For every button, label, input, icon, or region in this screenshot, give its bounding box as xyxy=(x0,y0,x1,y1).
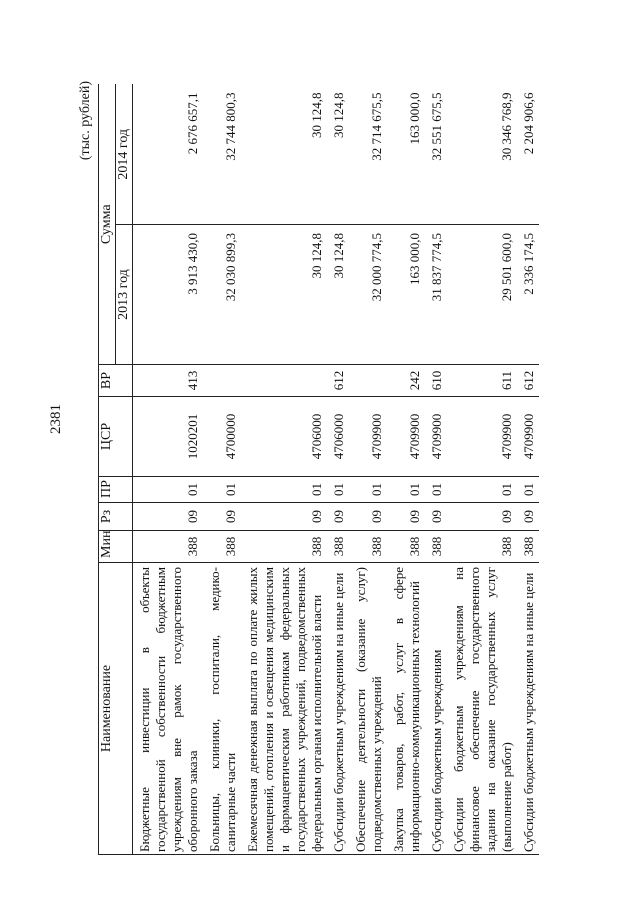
cell-name: Субсидии бюджетным учреждениям на финансовое обеспечение государственного задания на оказание государственных услуг (выполнение работ) xyxy=(447,563,517,855)
cell-pr: 01 xyxy=(447,477,517,503)
table-row xyxy=(327,85,349,855)
cell-rz: 09 xyxy=(133,503,204,531)
cell-y2013: 32 030 899,3 xyxy=(203,225,241,365)
table-row xyxy=(241,85,327,855)
header-vr: ВР xyxy=(99,365,133,397)
cell-vr xyxy=(203,365,241,397)
cell-y2014: 2 204 906,6 xyxy=(517,85,539,225)
cell-name: Субсидии бюджетным учреждениям xyxy=(425,563,447,855)
header-2014: 2014 год xyxy=(116,85,133,225)
cell-min: 388 xyxy=(517,531,539,563)
cell-vr: 610 xyxy=(425,365,447,397)
cell-rz: 09 xyxy=(349,503,387,531)
table-row xyxy=(387,85,425,855)
cell-y2014: 30 124,8 xyxy=(241,85,327,225)
cell-csr: 4706000 xyxy=(327,397,349,477)
cell-csr: 4709900 xyxy=(447,397,517,477)
page-number: 2381 xyxy=(48,404,64,434)
cell-rz: 09 xyxy=(447,503,517,531)
cell-y2013: 163 000,0 xyxy=(387,225,425,365)
cell-name: Закупка товаров, работ, услуг в сфере информационно-коммуникационных технологий xyxy=(387,563,425,855)
cell-rz: 09 xyxy=(327,503,349,531)
cell-pr: 01 xyxy=(327,477,349,503)
cell-rz: 09 xyxy=(241,503,327,531)
cell-y2014: 32 744 800,3 xyxy=(203,85,241,225)
cell-rz: 09 xyxy=(517,503,539,531)
cell-pr: 01 xyxy=(387,477,425,503)
cell-y2014: 30 124,8 xyxy=(327,85,349,225)
header-min: Мин xyxy=(99,531,133,563)
cell-rz: 09 xyxy=(425,503,447,531)
cell-y2014: 32 551 675,5 xyxy=(425,85,447,225)
cell-pr: 01 xyxy=(241,477,327,503)
cell-y2014: 32 714 675,5 xyxy=(349,85,387,225)
header-csr: ЦСР xyxy=(99,397,133,477)
cell-vr: 611 xyxy=(447,365,517,397)
cell-min: 388 xyxy=(203,531,241,563)
cell-rz: 09 xyxy=(203,503,241,531)
cell-pr: 01 xyxy=(133,477,204,503)
header-2013: 2013 год xyxy=(116,225,133,365)
cell-vr: 242 xyxy=(387,365,425,397)
cell-y2013: 2 336 174,5 xyxy=(517,225,539,365)
table-row xyxy=(203,85,241,855)
cell-vr: 612 xyxy=(327,365,349,397)
header-rz: Рз xyxy=(99,503,133,531)
cell-min: 388 xyxy=(447,531,517,563)
cell-csr: 4706000 xyxy=(241,397,327,477)
cell-csr: 1020201 xyxy=(133,397,204,477)
cell-pr: 01 xyxy=(349,477,387,503)
table-row xyxy=(447,85,517,855)
cell-pr: 01 xyxy=(203,477,241,503)
table-row xyxy=(517,85,539,855)
cell-name: Субсидии бюджетным учреждениям на иные цели xyxy=(517,563,539,855)
cell-y2013: 30 124,8 xyxy=(241,225,327,365)
cell-vr xyxy=(349,365,387,397)
cell-pr: 01 xyxy=(517,477,539,503)
cell-name: Субсидии бюджетным учреждениям на иные цели xyxy=(327,563,349,855)
unit-note: (тыс. рублей) xyxy=(78,81,93,161)
cell-name: Обеспечение деятельности (оказание услуг) подведомственных учреждений xyxy=(349,563,387,855)
cell-vr: 612 xyxy=(517,365,539,397)
cell-vr: 413 xyxy=(133,365,204,397)
cell-rz: 09 xyxy=(387,503,425,531)
table-row xyxy=(133,85,204,855)
cell-min: 388 xyxy=(327,531,349,563)
table-row xyxy=(425,85,447,855)
cell-y2013: 30 124,8 xyxy=(327,225,349,365)
cell-pr: 01 xyxy=(425,477,447,503)
cell-min: 388 xyxy=(349,531,387,563)
cell-y2014: 2 676 657,1 xyxy=(133,85,204,225)
rotated-page xyxy=(78,65,618,855)
cell-y2014: 163 000,0 xyxy=(387,85,425,225)
cell-min: 388 xyxy=(387,531,425,563)
cell-name: Ежемесячная денежная выплата по оплате жилых помещений, отопления и освещения медицинским и фармацевтическим работникам федеральных государственных учреждений, подведомственных федеральным органам исполнительной власти xyxy=(241,563,327,855)
cell-name: Больницы, клиники, госпитали, медико-санитарные части xyxy=(203,563,241,855)
table-row xyxy=(349,85,387,855)
cell-y2014: 30 346 768,9 xyxy=(447,85,517,225)
budget-table xyxy=(98,85,539,856)
header-pr: ПР xyxy=(99,477,133,503)
header-name: Наименование xyxy=(99,563,133,855)
header-sum: Сумма xyxy=(99,85,116,365)
cell-min: 388 xyxy=(133,531,204,563)
cell-csr: 4709900 xyxy=(349,397,387,477)
cell-min: 388 xyxy=(241,531,327,563)
cell-y2013: 3 913 430,0 xyxy=(133,225,204,365)
cell-csr: 4700000 xyxy=(203,397,241,477)
cell-y2013: 29 501 600,0 xyxy=(447,225,517,365)
cell-csr: 4709900 xyxy=(387,397,425,477)
cell-y2013: 32 000 774,5 xyxy=(349,225,387,365)
cell-csr: 4709900 xyxy=(425,397,447,477)
cell-name: Бюджетные инвестиции в объекты государственной собственности бюджетным учреждениям вне рамок государственного оборонного заказа xyxy=(133,563,204,855)
cell-vr xyxy=(241,365,327,397)
cell-y2013: 31 837 774,5 xyxy=(425,225,447,365)
cell-csr: 4709900 xyxy=(517,397,539,477)
cell-min: 388 xyxy=(425,531,447,563)
